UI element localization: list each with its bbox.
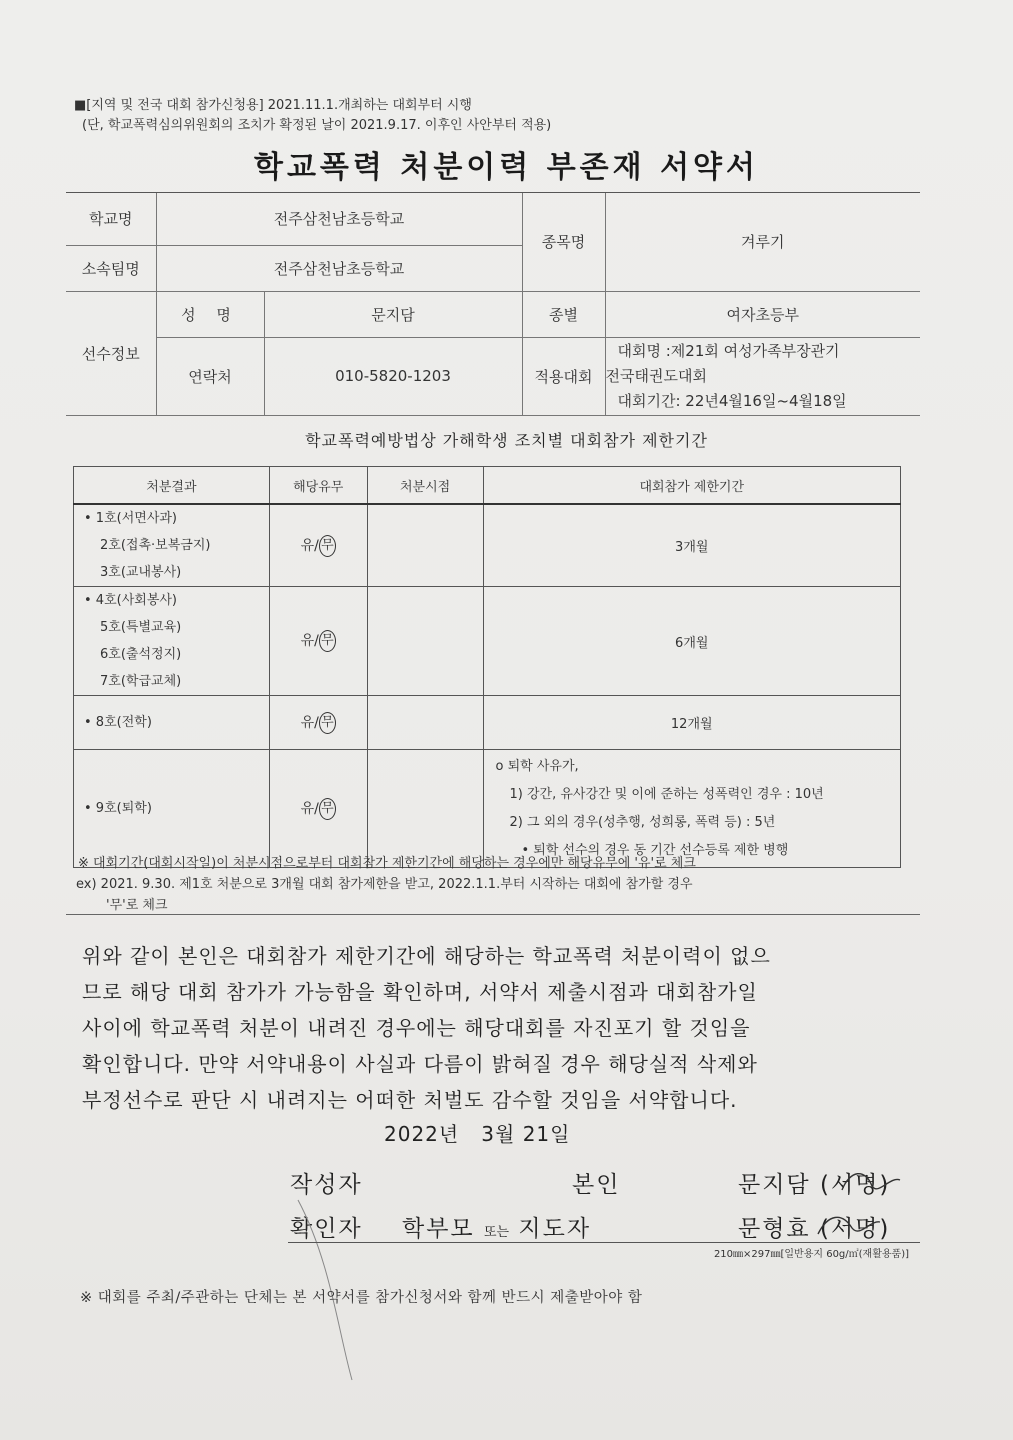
pledge-line: 확인합니다. 만약 서약내용이 사실과 다름이 밝혀질 경우 해당실적 삭제와 xyxy=(82,1052,758,1076)
restriction-subtitle: 학교폭력예방법상 가해학생 조치별 대회참가 제한기간 xyxy=(305,431,708,450)
author-name-text: 문지담 xyxy=(738,1172,811,1198)
result-item: 5호(특별교육) xyxy=(100,620,182,635)
result-item: • 9호(퇴학) xyxy=(84,801,152,816)
footnote-1: ※ 대회기간(대회시작일)이 처분시점으로부터 대회참가 제한기간에 해당하는 경우에만 해당유무에 '유'로 체크 xyxy=(78,856,696,871)
event-value: 겨루기 xyxy=(605,193,920,291)
document-title: 학교폭력 처분이력 부존재 서약서 xyxy=(253,150,760,185)
yn-prefix: 유/ xyxy=(300,714,319,731)
result-item: 6호(출석정지) xyxy=(100,647,182,662)
team-label: 소속팀명 xyxy=(66,245,156,291)
yn-prefix: 유/ xyxy=(300,537,319,554)
result-item: 2호(접촉·보복금지) xyxy=(100,538,211,553)
result-item: • 1호(서면사과) xyxy=(84,511,178,526)
parent-label: 학부모 xyxy=(402,1216,475,1242)
name-value: 문지담 xyxy=(264,291,522,337)
period-cell: 3개월 xyxy=(483,504,901,587)
school-label: 학교명 xyxy=(66,193,156,245)
header-note-2: (단, 학교폭력심의위원회의 조치가 확정된 날이 2021.9.17. 이후인 사안부터 적용) xyxy=(82,118,552,133)
result-item: 7호(학급교체) xyxy=(100,674,182,689)
pledge-line: 부정선수로 판단 시 내려지는 어떠한 처벌도 감수할 것임을 서약합니다. xyxy=(82,1088,738,1112)
expulsion-note: 1) 강간, 유사강간 및 이에 준하는 성폭력인 경우 : 10년 xyxy=(509,786,824,802)
category-label: 종별 xyxy=(522,291,605,337)
competition-name-cont: 전국태권도대회 xyxy=(605,366,707,385)
yn-prefix: 유/ xyxy=(300,800,319,817)
name-label: 성 명 xyxy=(156,291,264,337)
contact-value: 010-5820-1203 xyxy=(264,337,522,415)
school-value: 전주삼천남초등학교 xyxy=(156,193,522,245)
period-cell: 12개월 xyxy=(483,696,901,750)
confirm-label: 확인자 xyxy=(290,1216,363,1242)
header-disposition-date: 처분시점 xyxy=(367,467,483,505)
competition-label: 적용대회 xyxy=(522,337,605,415)
header-result: 처분결과 xyxy=(74,467,270,505)
confirm-signature-scribble xyxy=(818,1217,880,1234)
result-item: 3호(교내봉사) xyxy=(100,565,182,580)
yn-circled-mark: 무 xyxy=(319,535,336,557)
pledge-date: 2022년 3월 21일 xyxy=(384,1122,571,1146)
result-item: • 4호(사회봉사) xyxy=(84,593,178,608)
author-sign-label: (서명) xyxy=(819,1172,891,1198)
pledge-line: 위와 같이 본인은 대회참가 제한기간에 해당하는 학교폭력 처분이력이 없으 xyxy=(82,944,771,968)
bottom-rule xyxy=(288,1242,920,1243)
team-value: 전주삼천남초등학교 xyxy=(156,245,522,291)
expulsion-note: • 퇴학 선수의 경우 동 기간 선수등록 제한 병행 xyxy=(521,842,789,858)
author-signature-scribble xyxy=(842,1174,900,1190)
event-label: 종목명 xyxy=(522,193,605,291)
expulsion-note: o 퇴학 사유가, xyxy=(495,758,579,774)
confirm-name-text: 문형효 xyxy=(738,1216,811,1242)
footnote-3: '무'로 체크 xyxy=(106,898,168,913)
coach-label: 지도자 xyxy=(518,1216,592,1242)
yn-circled-mark: 무 xyxy=(319,798,336,820)
competition-period: 대회기간: 22년4월16일~4월18일 xyxy=(617,391,847,410)
header-restriction-period: 대회참가 제한기간 xyxy=(483,467,901,505)
period-cell: 6개월 xyxy=(483,587,901,696)
self-label: 본인 xyxy=(572,1172,621,1198)
paper-spec: 210㎜×297㎜[일반용지 60g/㎡(재활용품)] xyxy=(713,1249,909,1260)
confirm-sign-label: (서명) xyxy=(819,1216,891,1242)
competition-name: 대회명 :제21회 여성가족부장관기 xyxy=(617,341,840,360)
yn-prefix: 유/ xyxy=(300,633,319,649)
header-note-1: ■[지역 및 전국 대회 참가신청용] 2021.11.1.개최하는 대회부터 시행 xyxy=(74,98,472,113)
pledge-line: 사이에 학교폭력 처분이 내려진 경우에는 해당대회를 자진포기 할 것임을 xyxy=(82,1016,751,1040)
category-value: 여자초등부 xyxy=(605,291,920,337)
pledge-line: 므로 해당 대회 참가가 가능함을 확인하며, 서약서 제출시점과 대회참가일 xyxy=(82,980,758,1004)
player-info-label: 선수정보 xyxy=(66,291,156,415)
yn-circled-mark: 무 xyxy=(319,712,336,734)
bottom-note: ※ 대회를 주최/주관하는 단체는 본 서약서를 참가신청서와 함께 반드시 제출받아야 함 xyxy=(80,1290,643,1306)
yn-circled-mark: 무 xyxy=(319,630,336,652)
header-applicable: 해당유무 xyxy=(269,467,367,505)
footnote-2: ex) 2021. 9.30. 제1호 처분으로 3개월 대회 참가제한을 받고, 2022.1.1.부터 시작하는 대회에 참가할 경우 xyxy=(76,877,693,892)
result-item: • 8호(전학) xyxy=(84,715,152,730)
author-label: 작성자 xyxy=(290,1172,363,1198)
or-label: 또는 xyxy=(483,1225,510,1240)
contact-label: 연락처 xyxy=(156,337,264,415)
expulsion-note: 2) 그 외의 경우(성추행, 성희롱, 폭력 등) : 5년 xyxy=(509,814,776,830)
